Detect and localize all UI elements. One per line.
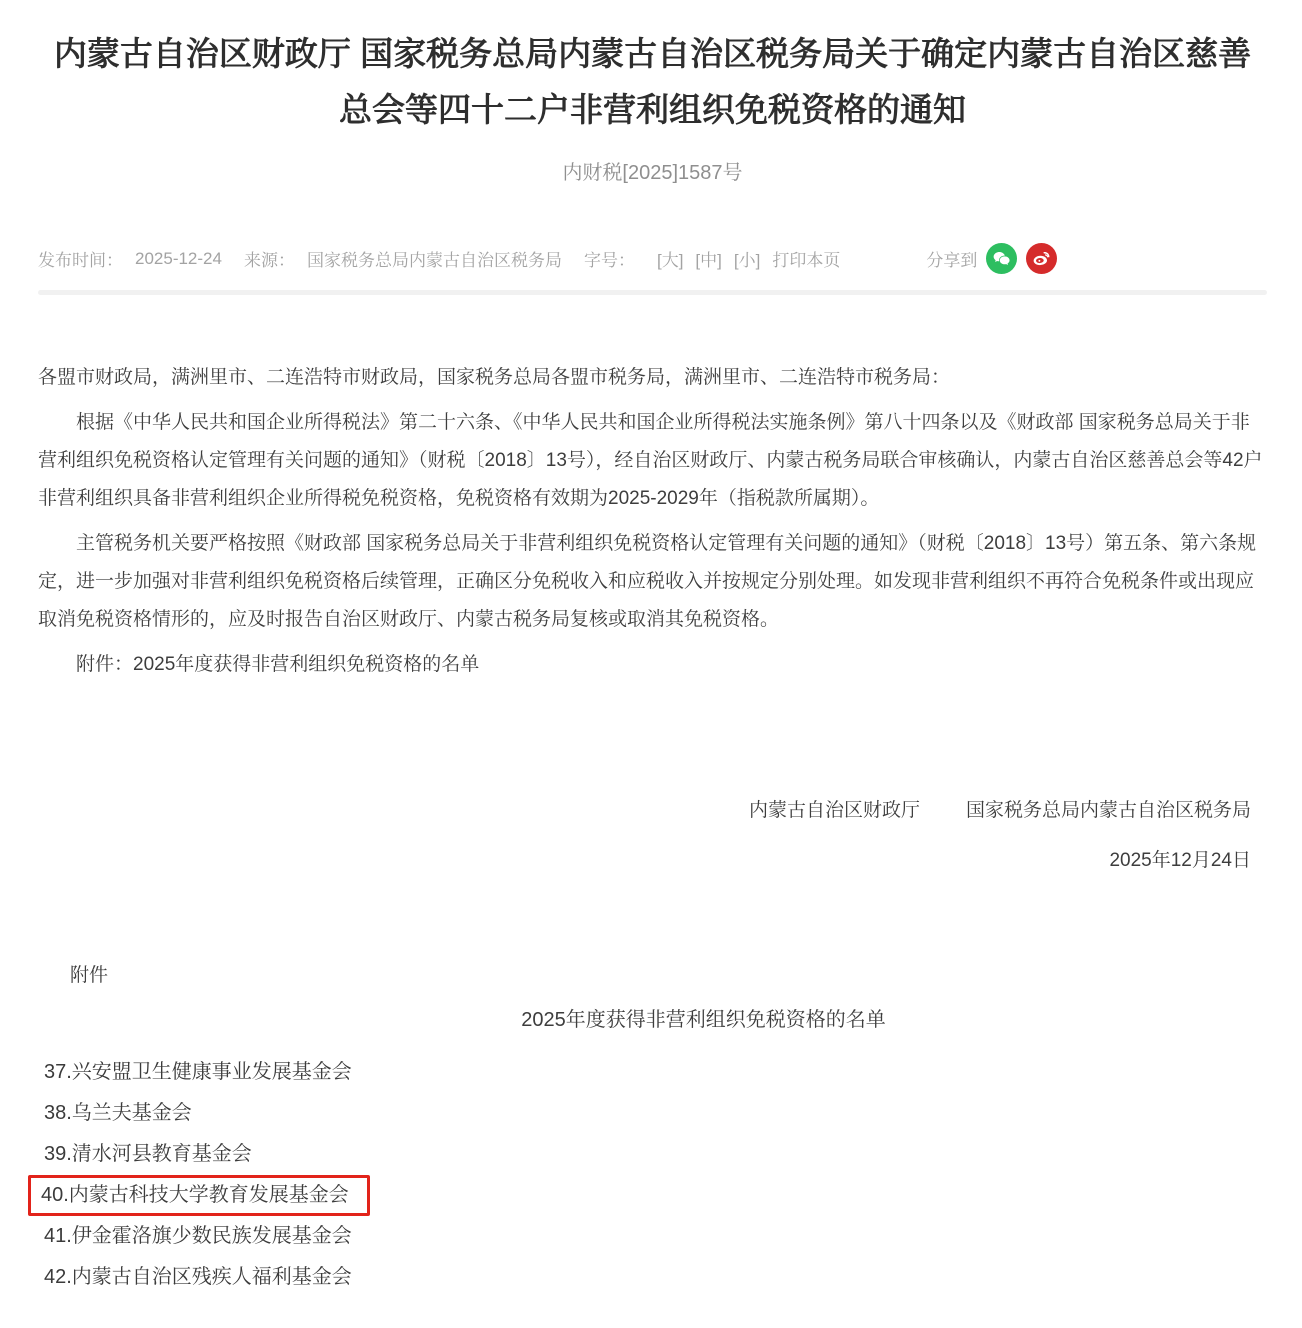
appendix-heading: 附件 [70,965,109,986]
signature-org-finance: 内蒙古自治区财政厅 [748,800,920,821]
attachment-note: 附件：2025年度获得非营利组织免税资格的名单 [76,654,480,675]
list-item-text: 39.清水河县教育基金会 [44,1143,252,1165]
signature-orgs [38,792,1267,830]
paragraph-1: 根据《中华人民共和国企业所得税法》第二十六条、《中华人民共和国企业所得税法实施条例》第八十四条以及《财政部 国家税务总局关于非营利组织免税资格认定管理有关问题的通知》（财税〔2018〕13号），经自治区财政厅、内蒙古税务局联合审核确认，内蒙古自治区慈善总会等42户非营利组织具备非营利组织企业所得税免税资格，免税资格有效期为2025-2029年（指税款所属期）。 [38,412,1263,509]
publish-time-label: 发布时间： [38,251,123,270]
list-item [38,1052,1267,1093]
doc-number: 内财税[2025]1587号 [562,162,743,184]
source-label: 来源： [243,251,295,270]
appendix-section [38,960,1267,1298]
paragraph-2: 主管税务机关要严格按照《财政部 国家税务总局关于非营利组织免税资格认定管理有关问题的通知》（财税〔2018〕13号）第五条、第六条规定，进一步加强对非营利组织免税资格后续管理，正确区分免税收入和应税收入并按规定分别处理。如发现非营利组织不再符合免税条件或出现应取消免税资格情形的，应及时报告自治区财政厅、内蒙古税务局复核或取消其免税资格。 [38,533,1257,630]
page-title: 内蒙古自治区财政厅 国家税务总局内蒙古自治区税务局关于确定内蒙古自治区慈善总会等四十二户非营利组织免税资格的通知 [53,35,1252,128]
signature-org-tax: 国家税务总局内蒙古自治区税务局 [965,800,1251,821]
fontsize-large-button[interactable]: [大] [656,251,684,270]
publish-date: 2025-12-24 [135,248,222,268]
print-page-button[interactable]: 打印本页 [772,251,841,270]
weibo-share-icon[interactable] [1026,243,1057,274]
list-item [38,1257,1267,1298]
fontsize-medium-button[interactable]: [中] [695,251,722,270]
list-item-text: 38.乌兰夫基金会 [44,1102,192,1124]
list-item-text: 41.伊金霍洛旗少数民族发展基金会 [44,1225,352,1247]
list-item [38,1134,1267,1175]
fontsize-label: 字号： [583,251,635,270]
salutation: 各盟市财政局，满洲里市、二连浩特市财政局，国家税务总局各盟市税务局，满洲里市、二连浩特市税务局： [38,367,951,388]
wechat-share-icon[interactable] [986,243,1017,274]
list-item-highlighted [38,1175,1267,1216]
fontsize-small-button[interactable]: [小] [733,251,761,270]
appendix-list-title: 2025年度获得非营利组织免税资格的名单 [521,1009,886,1031]
list-item [38,1216,1267,1257]
exempt-org-list [38,1052,1267,1298]
signature-date: 2025年12月24日 [1109,850,1251,871]
highlighted-list-item-text: 40.内蒙古科技大学教育发展基金会 [28,1175,370,1216]
share-to-label: 分享到 [926,251,978,270]
list-item [38,1093,1267,1134]
list-item-text: 37.兴安盟卫生健康事业发展基金会 [44,1061,352,1083]
meta-bar [38,243,1267,274]
article-body [38,359,1267,880]
list-item-text: 42.内蒙古自治区残疾人福利基金会 [44,1266,352,1288]
section-divider [38,290,1267,295]
source-value: 国家税务总局内蒙古自治区税务局 [306,251,562,270]
